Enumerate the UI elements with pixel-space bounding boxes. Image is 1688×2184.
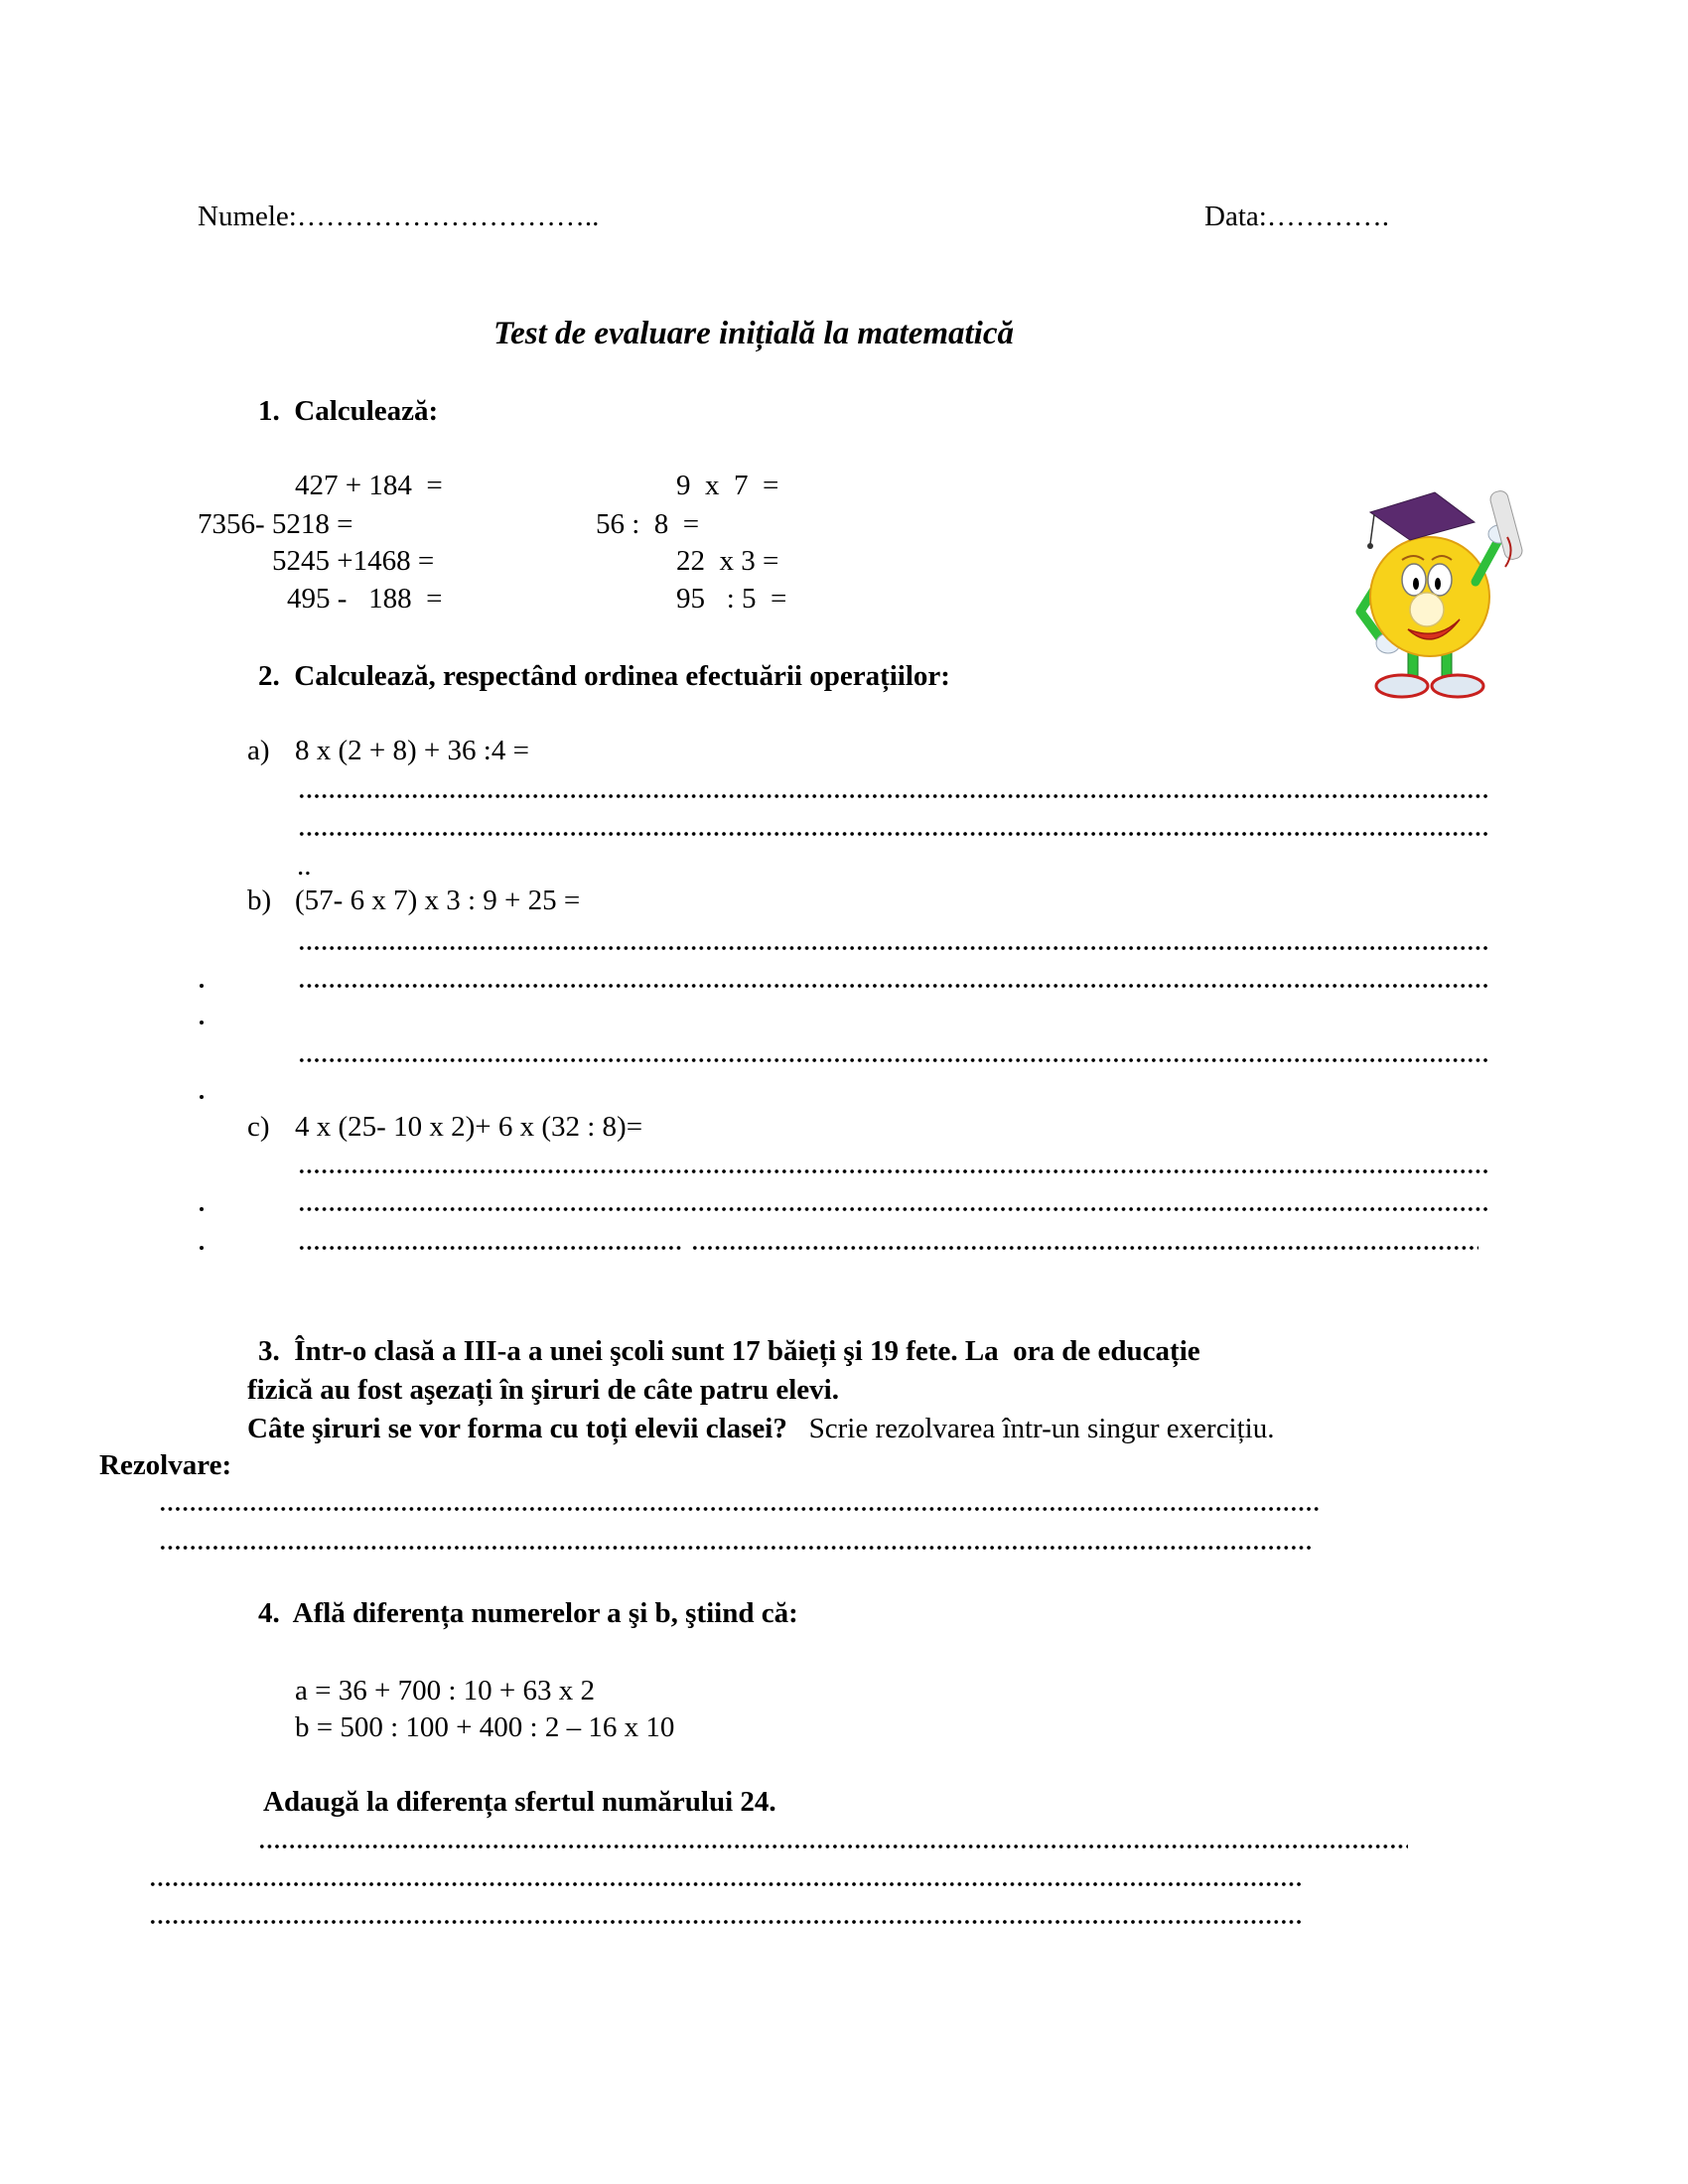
solution-label: Rezolvare: xyxy=(99,1449,232,1481)
answer-line[interactable] xyxy=(298,1168,1487,1174)
exercise-3-text-line-2: fizică au fost aşezați în şiruri de câte patru elevi. xyxy=(247,1374,839,1406)
answer-line[interactable] xyxy=(298,945,1487,951)
item-b-expression: (57- 6 x 7) x 3 : 9 + 25 = xyxy=(295,885,581,916)
exercise-1-item: 5245 +1468 = xyxy=(272,545,435,577)
exercise-4-followup: Adaugă la diferența sfertul numărului 24. xyxy=(263,1786,776,1818)
stray-dot xyxy=(200,984,204,988)
name-field-label: Numele:………………………….. xyxy=(198,201,600,232)
answer-line[interactable] xyxy=(298,1245,681,1251)
answer-line[interactable] xyxy=(298,831,1487,837)
answer-line[interactable] xyxy=(258,1843,1408,1849)
item-a-label: a) xyxy=(247,735,270,766)
item-c-expression: 4 x (25- 10 x 2)+ 6 x (32 : 8)= xyxy=(295,1111,643,1143)
date-field-label: Data:…………. xyxy=(1204,201,1390,232)
exercise-3-instruction: Scrie rezolvarea într-un singur exercițiu. xyxy=(808,1413,1275,1444)
answer-line[interactable] xyxy=(298,793,1487,799)
exercise-1-item: 427 + 184 = xyxy=(295,470,443,501)
exercise-3-question: Câte şiruri se vor forma cu toți elevii clasei? xyxy=(247,1413,787,1444)
exercise-1-item: 95 : 5 = xyxy=(676,583,787,614)
item-a-expression: 8 x (2 + 8) + 36 :4 = xyxy=(295,735,529,766)
page-title: Test de evaluare inițială la matematică xyxy=(493,316,1014,351)
exercise-4-heading: 4. Află diferența numerelor a şi b, ştiind că: xyxy=(258,1597,798,1629)
stray-dot xyxy=(200,1246,204,1250)
graduate-smiley-icon xyxy=(1331,482,1529,701)
stray-dot xyxy=(200,1021,204,1024)
stray-dot xyxy=(200,1207,204,1211)
answer-line[interactable] xyxy=(149,1919,1302,1925)
exercise-3-text-line-1: 3. Într-o clasă a III-a a unei şcoli sunt 17 băieți şi 19 fete. La ora de educație xyxy=(258,1335,1200,1367)
answer-line[interactable] xyxy=(159,1545,1311,1551)
answer-line[interactable] xyxy=(298,983,1487,989)
exercise-1-item: 7356- 5218 = xyxy=(198,508,353,540)
exercise-1-item: 56 : 8 = xyxy=(596,508,700,540)
exercise-1-heading: 1. Calculează: xyxy=(258,395,439,427)
answer-line[interactable] xyxy=(691,1245,1478,1251)
exercise-1-item: 495 - 188 = xyxy=(287,583,443,614)
item-b-label: b) xyxy=(247,885,272,916)
exercise-1-item: 9 x 7 = xyxy=(676,470,779,501)
equation-b: b = 500 : 100 + 400 : 2 – 16 x 10 xyxy=(295,1711,675,1743)
answer-line[interactable] xyxy=(149,1881,1302,1887)
exercise-3-text-line-3 xyxy=(247,1412,1274,1445)
item-c-label: c) xyxy=(247,1111,270,1143)
exercise-2-heading: 2. Calculează, respectând ordinea efectuării operațiilor: xyxy=(258,660,950,692)
answer-line[interactable] xyxy=(159,1506,1321,1512)
exercise-1-item: 22 x 3 = xyxy=(676,545,779,577)
answer-line[interactable] xyxy=(298,1206,1487,1212)
stray-dots: .. xyxy=(297,850,312,882)
equation-a: a = 36 + 700 : 10 + 63 x 2 xyxy=(295,1675,595,1706)
stray-dot xyxy=(200,1095,204,1099)
answer-line[interactable] xyxy=(298,1057,1487,1063)
